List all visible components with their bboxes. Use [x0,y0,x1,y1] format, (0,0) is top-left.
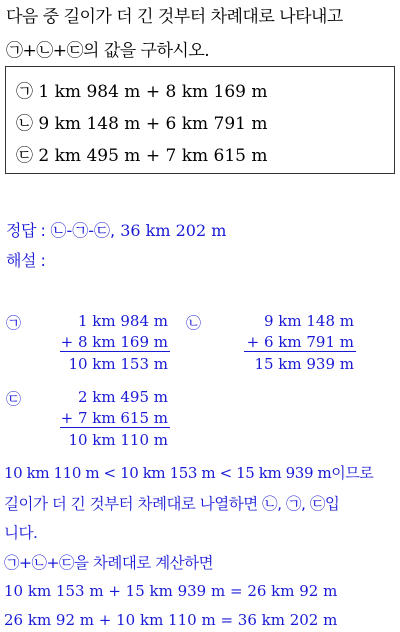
compare-suffix: 이므로 [331,464,374,482]
sum-line-1: 10 km 153 m + 15 km 939 m = 26 km 92 m [4,582,338,600]
box-expr-a: 1 km 984 m + 8 km 169 m [38,82,268,102]
order-line-2: 니다. [4,524,38,542]
calc-b-top: 9 km 148 m [263,312,354,330]
calc-c-rule [60,427,170,428]
calc-a-result: 10 km 153 m [68,355,168,373]
circle-c-mark: ㉢ [16,146,33,166]
compare-expression: 10 km 110 m < 10 km 153 m < 15 km 939 m [4,464,332,482]
sum-line-2: 26 km 92 m + 10 km 110 m = 36 km 202 m [4,611,338,629]
compare-line [4,462,373,483]
answer-line [6,218,226,241]
explanation-label: 해설 : [6,251,46,270]
calc-a-top: 1 km 984 m [77,312,168,330]
box-expr-b: 9 km 148 m + 6 km 791 m [38,114,268,134]
problem-box [5,66,395,174]
calc-c-add: + 7 km 615 m [60,409,168,427]
calc-b-add: + 6 km 791 m [246,333,354,351]
calc-c-result: 10 km 110 m [68,431,168,449]
calc-b-rule [244,351,356,352]
question-line-1: 다음 중 길이가 더 긴 것부터 차례대로 나타내고 [6,7,343,27]
sum-intro: ㉠+㉡+㉢을 차례대로 계산하면 [4,554,214,572]
calc-c-mark: ㉢ [6,390,22,408]
box-row-c [16,141,268,166]
box-row-b [16,109,268,134]
calc-b-result: 15 km 939 m [254,355,354,373]
calc-a-add: + 8 km 169 m [60,333,168,351]
calc-b-mark: ㉡ [186,314,202,332]
answer-order: ㉡-㉠-㉢, [50,221,116,240]
answer-label: 정답 : [6,221,46,240]
circle-a-mark: ㉠ [16,82,33,102]
calc-c-top: 2 km 495 m [77,388,168,406]
box-row-a [16,77,268,102]
question-line-2: ㉠+㉡+㉢의 값을 구하시오. [6,41,210,61]
box-expr-c: 2 km 495 m + 7 km 615 m [38,146,268,166]
circle-b-mark: ㉡ [16,114,33,134]
order-line-1: 길이가 더 긴 것부터 차례대로 나열하면 ㉡, ㉠, ㉢입 [4,495,340,513]
calc-a-rule [60,351,170,352]
answer-value: 36 km 202 m [120,221,227,240]
calc-a-mark: ㉠ [6,314,22,332]
